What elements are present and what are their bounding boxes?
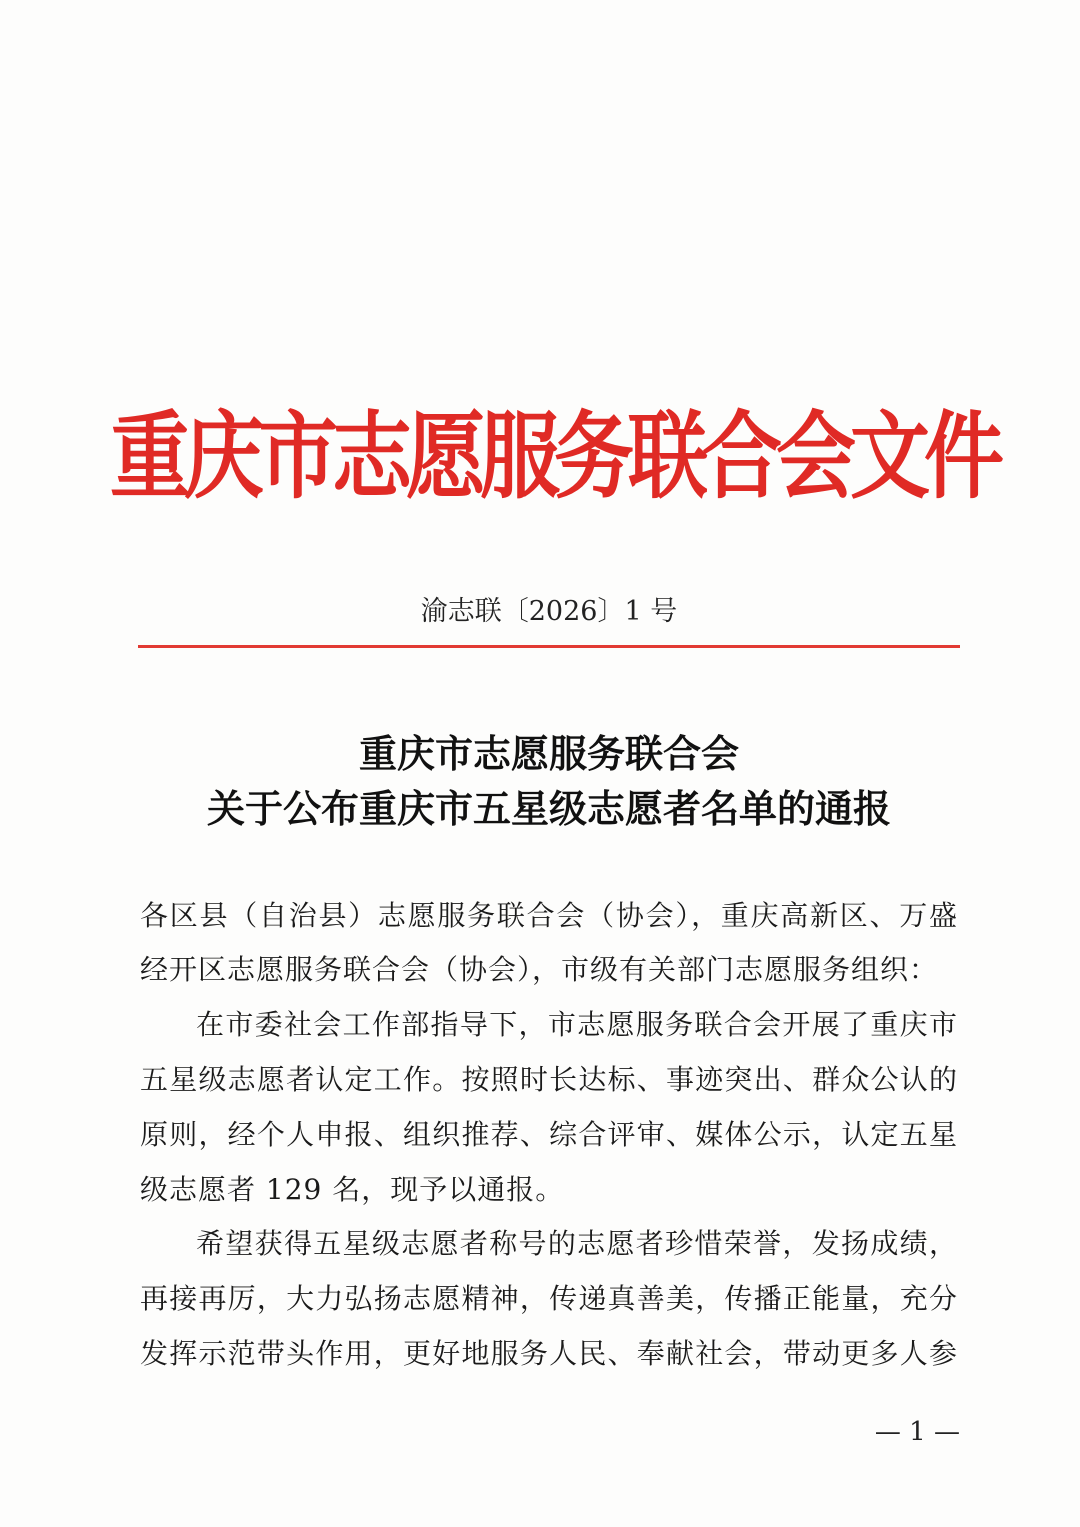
red-divider-line bbox=[138, 645, 960, 648]
notice-title-line2: 关于公布重庆市五星级志愿者名单的通报 bbox=[206, 786, 891, 831]
page-number: — 1 — bbox=[874, 1417, 960, 1447]
body-line-7: 希望获得五星级志愿者称号的志愿者珍惜荣誉，发扬成绩， bbox=[196, 1227, 958, 1260]
red-header-title: 重庆市志愿服务联合会文件 bbox=[110, 401, 998, 512]
body-line-5: 原则，经个人申报、组织推荐、综合评审、媒体公示，认定五星 bbox=[140, 1118, 958, 1151]
body-line-1: 各区县（自治县）志愿服务联合会（协会），重庆高新区、万盛 bbox=[140, 899, 958, 932]
body-line-9: 发挥示范带头作用，更好地服务人民、奉献社会，带动更多人参 bbox=[140, 1337, 958, 1370]
body-line-6: 级志愿者 129 名，现予以通报。 bbox=[140, 1173, 565, 1206]
body-line-4: 五星级志愿者认定工作。按照时长达标、事迹突出、群众公认的 bbox=[140, 1063, 958, 1096]
body-line-8: 再接再厉，大力弘扬志愿精神，传递真善美，传播正能量，充分 bbox=[140, 1282, 958, 1315]
notice-title-line1: 重庆市志愿服务联合会 bbox=[358, 731, 739, 776]
body-line-2: 经开区志愿服务联合会（协会），市级有关部门志愿服务组织： bbox=[140, 953, 939, 986]
document-number: 渝志联〔2026〕1 号 bbox=[420, 596, 678, 627]
body-line-3: 在市委社会工作部指导下，市志愿服务联合会开展了重庆市 bbox=[196, 1008, 958, 1041]
